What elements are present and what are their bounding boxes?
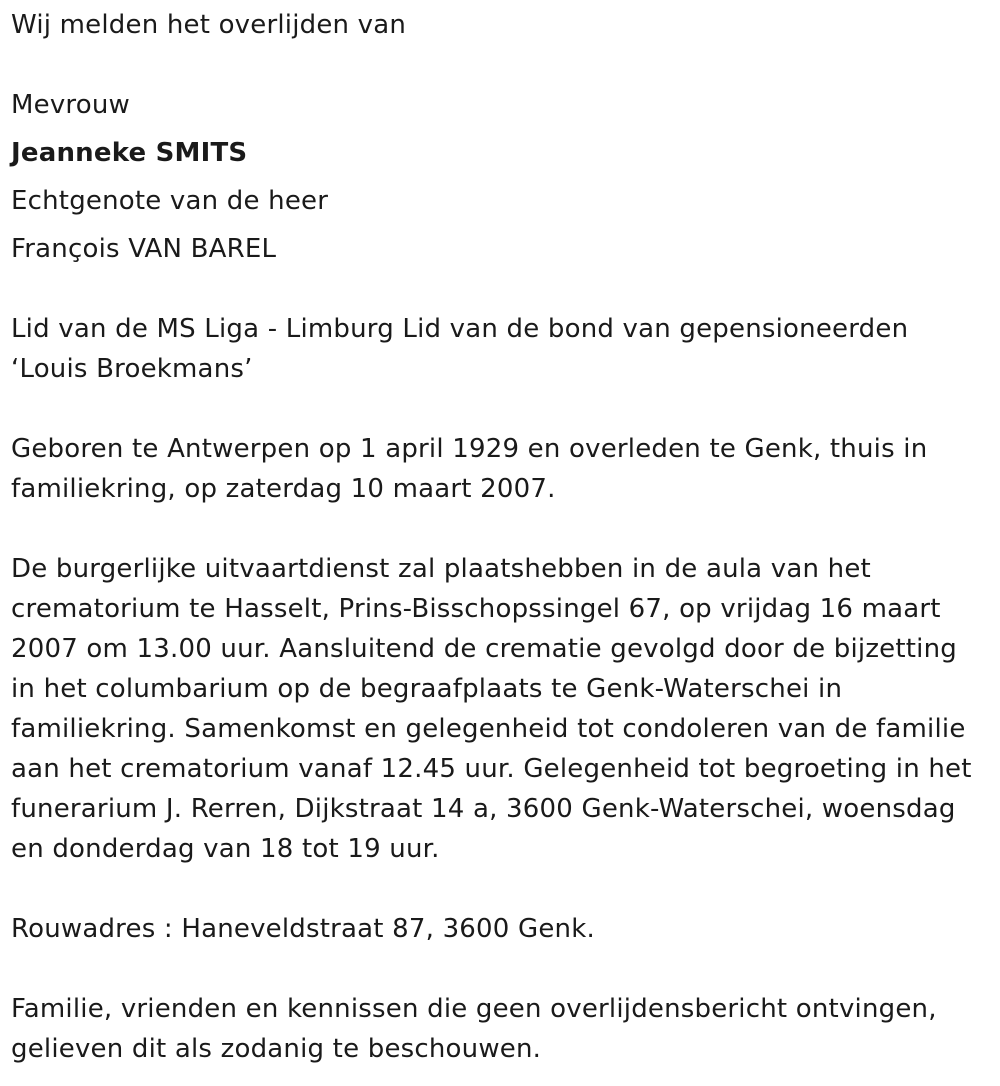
mourning-address: Rouwadres : Haneveldstraat 87, 3600 Genk. <box>11 914 595 944</box>
title-text: Mevrouw <box>11 90 130 120</box>
spouse-prefix: Echtgenote van de heer <box>11 186 329 216</box>
memberships-paragraph: Lid van de MS Liga - Limburg Lid van de bond van gepensioneerden ‘Louis Broekmans’ <box>11 314 909 384</box>
deceased-name: Jeanneke SMITS <box>11 138 248 168</box>
ceremony-paragraph: De burgerlijke uitvaartdienst zal plaatshebben in de aula van het crematorium te Hasselt, Prins-Bisschopssingel 67, op vrijdag 16 maart 2007 om 13.00 uur. Aansluitend de crematie gevolgd door de bijzetting in het columbarium op de begraafplaats te Genk-Waterschei in familiekring. Samenkomst en gelegenheid tot condoleren van de familie aan het crematorium vanaf 12.45 uur. Gelegenheid tot begroeting in het funerarium J. Rerren, Dijkstraat 14 a, 3600 Genk-Waterschei, woensdag en donderdag van 18 tot 19 uur. <box>11 554 972 864</box>
birth-death-paragraph: Geboren te Antwerpen op 1 april 1929 en overleden te Genk, thuis in familiekring, op zaterdag 10 maart 2007. <box>11 434 928 504</box>
closing-paragraph: Familie, vrienden en kennissen die geen overlijdensbericht ontvingen, gelieven dit als zodanig te beschouwen. <box>11 994 937 1064</box>
spouse-name: François VAN BAREL <box>11 234 277 264</box>
intro-text: Wij melden het overlijden van <box>11 10 407 40</box>
